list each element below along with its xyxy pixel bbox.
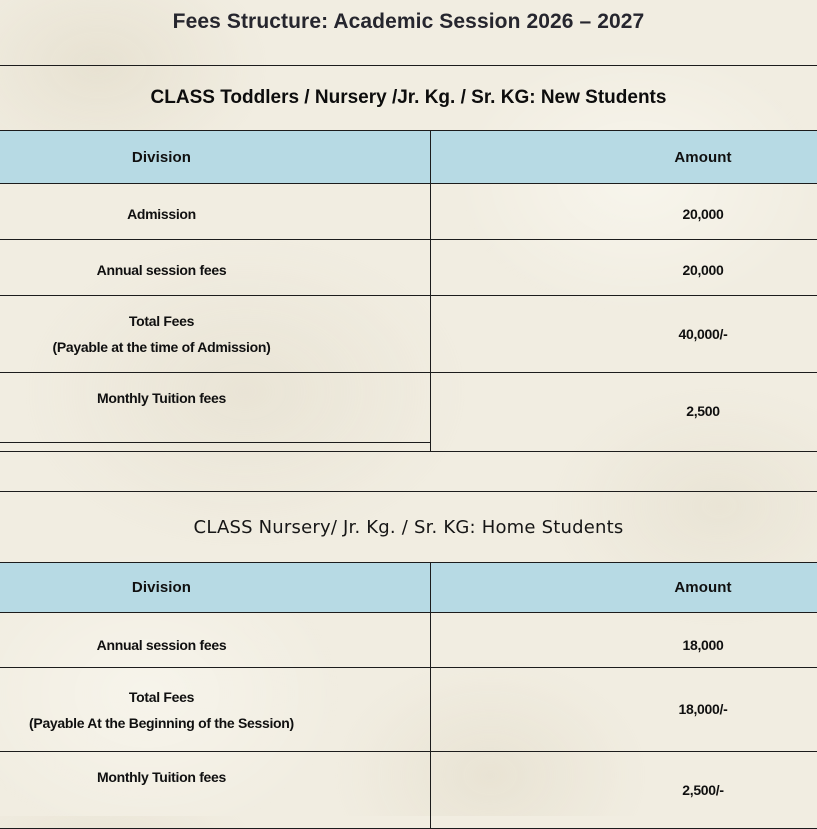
column-header-amount: Amount <box>674 579 732 596</box>
table-row-annual-session-fees <box>0 240 817 296</box>
table-row-monthly-tuition-fees <box>0 373 817 443</box>
column-divider-stub <box>0 443 431 451</box>
column-header-division: Division <box>0 131 431 183</box>
section-divider-rule <box>0 452 817 492</box>
table-header-row <box>0 130 817 184</box>
column-header-amount: Amount <box>674 148 732 166</box>
section-1-heading: CLASS Toddlers / Nursery /Jr. Kg. / Sr. KG: New Students <box>150 87 667 108</box>
table-row-admission <box>0 184 817 240</box>
amount-cell: 2,500/- <box>682 781 724 798</box>
amount-cell: 20,000 <box>682 262 724 278</box>
fees-table-new-students <box>0 130 817 443</box>
page-title: Fees Structure: Academic Session 2026 – 2027 <box>172 10 645 33</box>
table-bottom-rule <box>0 443 817 452</box>
division-cell: Annual session fees <box>0 240 431 295</box>
table-row-annual-session-fees <box>0 613 817 668</box>
division-cell: Annual session fees <box>0 613 431 667</box>
fees-table-home-students <box>0 562 817 829</box>
division-cell: Monthly Tuition fees <box>0 752 431 828</box>
title-block <box>0 0 817 66</box>
division-cell: Total Fees (Payable at the time of Admission) <box>0 296 431 372</box>
table-header-row <box>0 562 817 613</box>
table-row-monthly-tuition-fees <box>0 752 817 829</box>
section-2-heading: CLASS Nursery/ Jr. Kg. / Sr. KG: Home Students <box>193 516 624 538</box>
amount-cell: 20,000 <box>682 206 724 222</box>
division-cell: Total Fees (Payable At the Beginning of the Session) <box>0 668 431 751</box>
amount-cell: 2,500 <box>686 402 720 419</box>
division-cell: Monthly Tuition fees <box>0 373 431 443</box>
table-row-total-fees <box>0 668 817 752</box>
amount-cell: 40,000/- <box>678 325 728 342</box>
division-cell: Admission <box>0 184 431 239</box>
amount-cell: 18,000/- <box>678 701 728 717</box>
table-row-total-fees <box>0 296 817 373</box>
amount-cell: 18,000 <box>682 636 724 653</box>
column-header-division: Division <box>0 563 431 612</box>
